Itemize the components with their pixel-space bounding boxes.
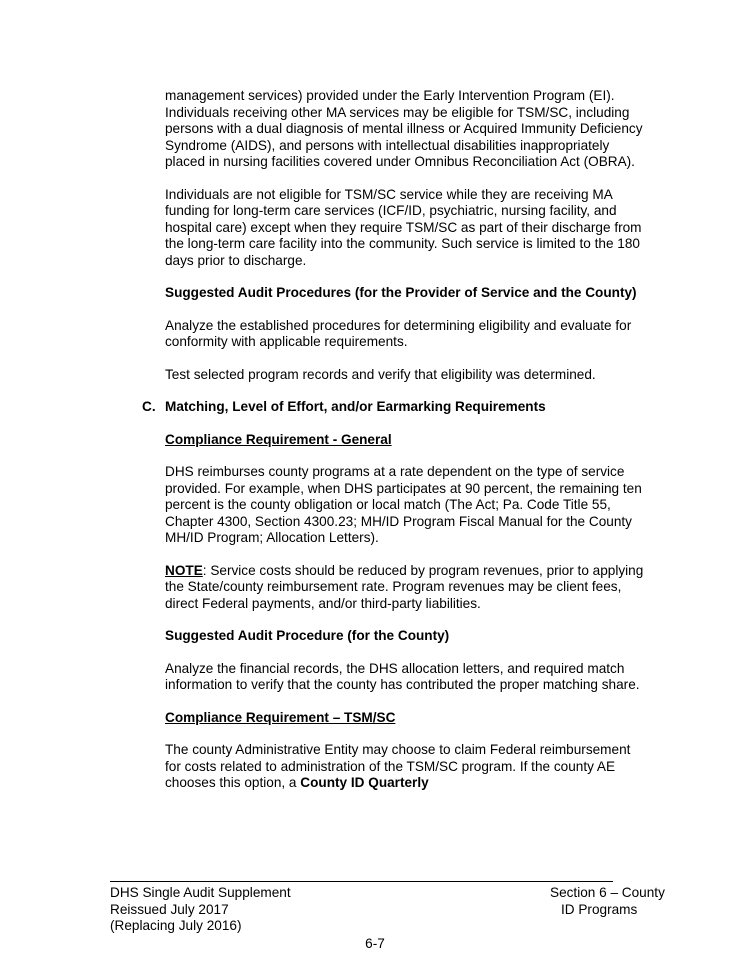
page-body [142, 88, 645, 792]
audit-procedures-paragraph-1: Analyze the established procedures for determining eligibility and evaluate for conformity with applicable requirements. [165, 317, 632, 349]
compliance-general-heading: Compliance Requirement - General [165, 431, 392, 447]
footer-section-subtitle: ID Programs [561, 901, 638, 917]
note-text: : Service costs should be reduced by program revenues, prior to applying the State/county reimbursement rate. Program revenues may be client fees, direct Federal payments, and/or third-party liabilities. [165, 562, 644, 611]
eligibility-paragraph-1: management services) provided under the Early Intervention Program (EI). Individuals receiving other MA services may be eligible for TSM/SC, including persons with a dual diagnosis of mental illness or Acquired Immunity Deficiency Syndrome (AIDS), and persons with intellectual disabilities inappropriately placed in nursing facilities covered under Omnibus Reconciliation Act (OBRA). [165, 88, 643, 169]
audit-procedures-heading: Suggested Audit Procedures (for the Provider of Service and the County) [165, 285, 637, 300]
page-number: 6-7 [365, 936, 385, 951]
section-c-letter: C. [142, 399, 156, 414]
footer-divider [110, 881, 613, 882]
section-c-title: Matching, Level of Effort, and/or Earmarking Requirements [165, 399, 546, 414]
eligibility-paragraph-2: Individuals are not eligible for TSM/SC service while they are receiving MA funding for long-term care services (ICF/ID, psychiatric, nursing facility, and hospital care) except when they require TSM/SC as part of their discharge from the long-term care facility into the community. Such service is limited to the 180 days prior to discharge. [165, 186, 642, 268]
compliance-general-paragraph: DHS reimburses county programs at a rate dependent on the type of service provided. For example, when DHS participates at 90 percent, the remaining ten percent is the county obligation or local match (The Act; Pa. Code Title 55, Chapter 4300, Section 4300.23; MH/ID Program Fiscal Manual for the County MH/ID Program; Allocation Letters). [165, 464, 642, 545]
note-paragraph [165, 563, 645, 613]
footer-document-title: DHS Single Audit Supplement [110, 885, 291, 900]
tsm-paragraph-text: The county Administrative Entity may choose to claim Federal reimbursement for costs related to administration of the TSM/SC program. If the county AE chooses this option, a [165, 742, 631, 790]
compliance-tsm-heading: Compliance Requirement – TSM/SC [165, 709, 396, 725]
footer-section: Section 6 – County [550, 885, 665, 900]
tsm-paragraph-bold-text: County ID Quarterly [300, 775, 429, 790]
note-label: NOTE [165, 562, 203, 578]
tsm-paragraph [165, 742, 645, 792]
audit-procedure-county-paragraph: Analyze the financial records, the DHS allocation letters, and required match information to verify that the county has contributed the proper matching share. [165, 660, 640, 692]
footer-replacing: (Replacing July 2016) [110, 918, 242, 933]
footer-left [110, 885, 291, 935]
section-c-heading [142, 399, 645, 416]
audit-procedure-county-heading: Suggested Audit Procedure (for the County) [165, 628, 450, 643]
footer-reissued: Reissued July 2017 [110, 901, 229, 917]
footer-right [550, 885, 680, 918]
audit-procedures-paragraph-2: Test selected program records and verify that eligibility was determined. [165, 366, 596, 382]
